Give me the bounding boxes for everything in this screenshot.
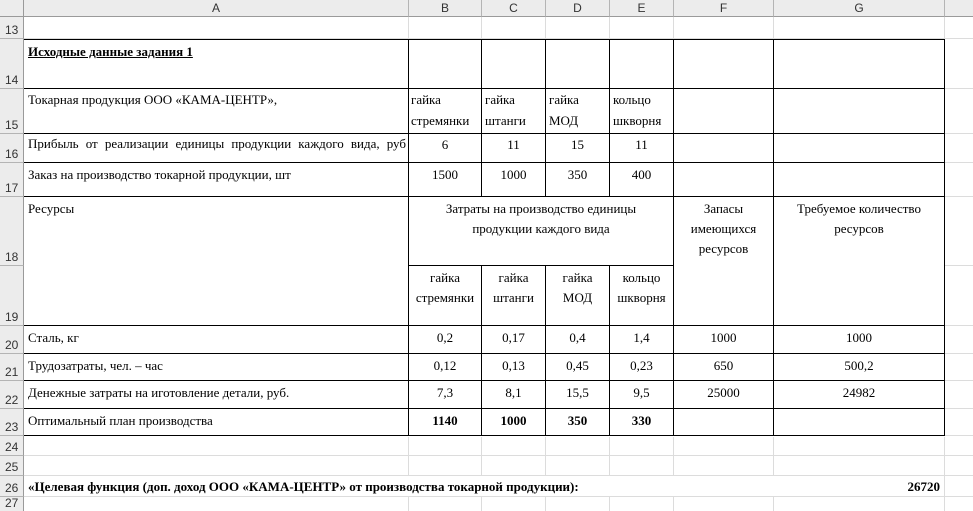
product-subheader-line2[interactable]: стремянки: [415, 290, 475, 305]
resource-value[interactable]: 0,4: [569, 330, 586, 345]
grid-line: [545, 497, 546, 511]
objective-label-cell[interactable]: «Целевая функция (доп. доход ООО «КАМА-ЦЕНТР» от производства токарной продукции):: [28, 479, 579, 494]
row-header-15[interactable]: 15: [0, 89, 24, 134]
resource-value[interactable]: 0,45: [566, 358, 589, 373]
grid-line: [673, 17, 674, 39]
cost-header-line2[interactable]: продукции каждого вида: [472, 221, 610, 236]
resource-value[interactable]: 0,13: [502, 358, 525, 373]
row-header-18[interactable]: 18: [0, 197, 24, 266]
resource-name[interactable]: Сталь, кг: [28, 330, 79, 345]
required-header-line1[interactable]: Требуемое количество: [797, 201, 921, 216]
resource-name[interactable]: Трудозатраты, чел. – час: [28, 358, 163, 373]
product-name-line2[interactable]: МОД: [549, 113, 579, 128]
column-header-a[interactable]: A: [24, 0, 409, 17]
grid-line: [945, 435, 973, 436]
order-label-cell[interactable]: Заказ на производство токарной продукции, шт: [28, 167, 291, 182]
row-header-13[interactable]: 13: [0, 17, 24, 39]
corner-select-all[interactable]: [0, 0, 24, 17]
table-border: [24, 435, 945, 436]
table-border: [24, 39, 945, 40]
resource-required[interactable]: 500,2: [844, 358, 874, 373]
column-header-g[interactable]: G: [774, 0, 945, 17]
table-title[interactable]: Исходные данные задания 1: [28, 44, 193, 59]
row-header-19[interactable]: 19: [0, 266, 24, 326]
product-subheader-line1[interactable]: гайка: [562, 270, 593, 285]
product-name-line2[interactable]: штанги: [485, 113, 526, 128]
grid-line: [408, 17, 409, 39]
product-name-line2[interactable]: стремянки: [411, 113, 470, 128]
product-subheader-line2[interactable]: шкворня: [617, 290, 666, 305]
grid-line: [945, 265, 973, 266]
table-border: [408, 39, 409, 436]
resource-value[interactable]: 0,23: [630, 358, 653, 373]
resource-value[interactable]: 0,2: [436, 330, 454, 345]
profit-value[interactable]: 11: [507, 137, 520, 152]
product-name-line1[interactable]: гайка: [549, 92, 579, 107]
grid-line: [773, 437, 774, 476]
order-value[interactable]: 1500: [432, 167, 458, 182]
stock-header-line3[interactable]: ресурсов: [698, 241, 749, 256]
grid-line: [945, 196, 973, 197]
grid-line: [408, 497, 409, 511]
resource-value[interactable]: 7,3: [436, 385, 454, 400]
grid-line: [945, 88, 973, 89]
grid-line: [945, 325, 973, 326]
table-border: [409, 265, 674, 266]
grid-line: [609, 437, 610, 476]
grid-line: [545, 437, 546, 476]
column-header-blank: [945, 0, 973, 17]
row-header-23[interactable]: 23: [0, 409, 24, 436]
profit-value[interactable]: 6: [441, 137, 449, 152]
grid-line: [945, 380, 973, 381]
grid-line: [408, 437, 409, 476]
grid-line: [673, 437, 674, 476]
resource-name[interactable]: Денежные затраты на иготовление детали, руб.: [28, 385, 290, 400]
grid-line: [673, 497, 674, 511]
profit-value[interactable]: 11: [635, 137, 648, 152]
column-header-c[interactable]: C: [482, 0, 546, 17]
row-header-17[interactable]: 17: [0, 163, 24, 197]
table-border: [673, 39, 674, 436]
row-header-27[interactable]: 27: [0, 497, 24, 511]
row-header-25[interactable]: 25: [0, 456, 24, 476]
table-border: [24, 325, 945, 326]
row-header-14[interactable]: 14: [0, 39, 24, 89]
product-name-line1[interactable]: гайка: [411, 92, 441, 107]
column-header-e[interactable]: E: [610, 0, 674, 17]
row-header-24[interactable]: 24: [0, 436, 24, 456]
grid-line: [773, 497, 774, 511]
resource-required[interactable]: 24982: [842, 385, 876, 400]
product-name-line1[interactable]: гайка: [485, 92, 515, 107]
grid-line: [481, 497, 482, 511]
row-header-16[interactable]: 16: [0, 134, 24, 163]
resource-value[interactable]: 15,5: [566, 385, 589, 400]
resource-value[interactable]: 9,5: [633, 385, 650, 400]
product-subheader-line1[interactable]: кольцо: [622, 270, 661, 285]
table-border: [24, 196, 945, 197]
grid-line: [609, 17, 610, 39]
plan-value[interactable]: 330: [631, 413, 652, 428]
resource-value[interactable]: 0,12: [433, 358, 457, 373]
required-header-line2[interactable]: ресурсов: [834, 221, 884, 236]
profit-value[interactable]: 15: [571, 137, 584, 152]
table-border: [24, 353, 945, 354]
stock-header-line1[interactable]: Запасы: [703, 201, 744, 216]
order-value[interactable]: 1000: [500, 167, 527, 182]
grid-line: [945, 353, 973, 354]
table-border: [773, 39, 774, 436]
grid-line: [609, 497, 610, 511]
product-subheader-line1[interactable]: гайка: [498, 270, 529, 285]
product-subheader-line2[interactable]: МОД: [562, 290, 593, 305]
plan-value[interactable]: 1000: [500, 413, 527, 428]
order-value[interactable]: 400: [631, 167, 652, 182]
resource-value[interactable]: 1,4: [633, 330, 650, 345]
cost-header-line1[interactable]: Затраты на производство единицы: [445, 201, 637, 216]
column-header-b[interactable]: B: [409, 0, 482, 17]
grid-line: [944, 437, 945, 511]
grid-line: [773, 17, 774, 39]
table-border: [24, 88, 945, 89]
plan-value[interactable]: 350: [567, 413, 588, 428]
objective-value[interactable]: 26720: [907, 479, 940, 494]
column-header-f[interactable]: F: [674, 0, 774, 17]
grid-line: [24, 496, 973, 497]
grid-line: [481, 437, 482, 476]
plan-label-cell[interactable]: Оптимальный план производства: [28, 413, 213, 428]
grid-line: [24, 455, 973, 456]
grid-line: [945, 408, 973, 409]
table-border: [24, 162, 945, 163]
resource-value[interactable]: 0,17: [502, 330, 525, 345]
grid-line: [945, 133, 973, 134]
product-name-line2[interactable]: шкворня: [613, 113, 662, 128]
profit-label-cell[interactable]: Прибыль от реализации единицы продукции каждого вида, руб: [28, 136, 406, 151]
grid-line: [481, 17, 482, 39]
resource-value[interactable]: 8,1: [505, 385, 522, 400]
grid-line: [545, 17, 546, 39]
grid-line: [944, 17, 945, 39]
row-header-21[interactable]: 21: [0, 354, 24, 381]
plan-value[interactable]: 1140: [432, 413, 458, 428]
product-name-line1[interactable]: кольцо: [613, 92, 651, 107]
resource-stock[interactable]: 650: [713, 358, 734, 373]
row-header-20[interactable]: 20: [0, 326, 24, 354]
row-header-22[interactable]: 22: [0, 381, 24, 409]
product-label-cell[interactable]: Токарная продукция ООО «КАМА-ЦЕНТР»,: [28, 92, 278, 107]
table-border: [24, 380, 945, 381]
resources-label-cell[interactable]: Ресурсы: [28, 201, 75, 216]
column-header-d[interactable]: D: [546, 0, 610, 17]
product-subheader-line1[interactable]: гайка: [430, 270, 460, 285]
table-border: [24, 408, 945, 409]
row-header-26[interactable]: 26: [0, 476, 24, 497]
product-subheader-line2[interactable]: штанги: [493, 290, 534, 305]
grid-line: [24, 475, 973, 476]
resource-required[interactable]: 1000: [846, 330, 872, 345]
resource-stock[interactable]: 1000: [710, 330, 737, 345]
grid-line: [945, 162, 973, 163]
stock-header-line2[interactable]: имеющихся: [690, 221, 757, 236]
resource-stock[interactable]: 25000: [707, 385, 740, 400]
order-value[interactable]: 350: [567, 167, 588, 182]
table-border: [944, 39, 945, 436]
